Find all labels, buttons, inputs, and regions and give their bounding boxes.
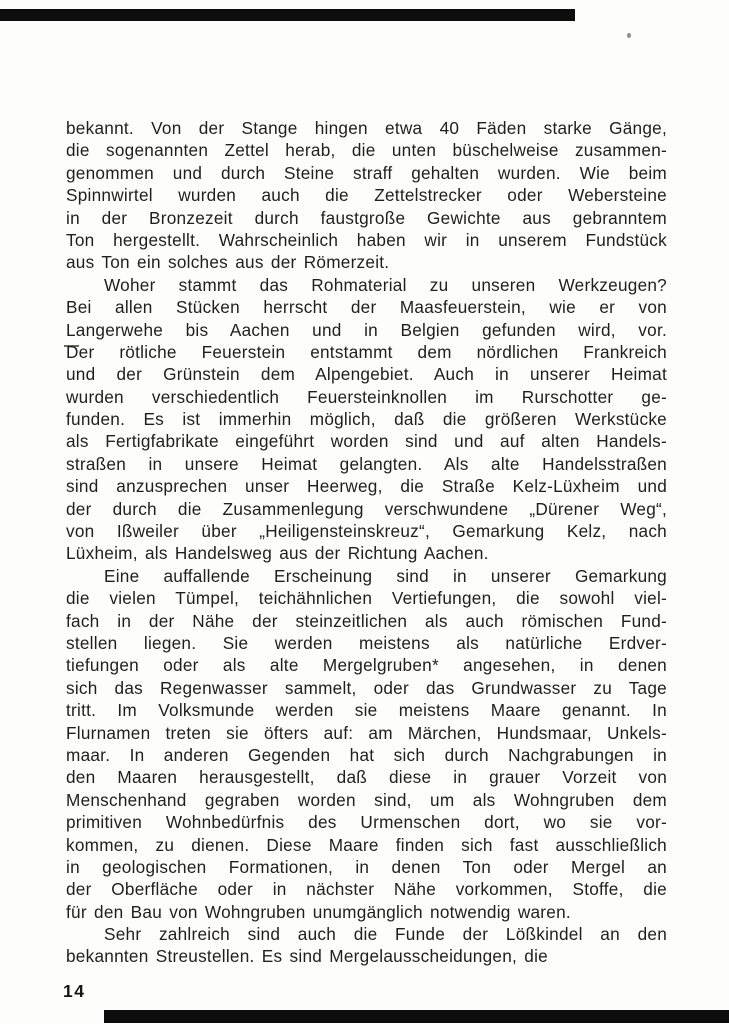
scan-speck: [627, 33, 631, 38]
text-line: fach in der Nähe der steinzeitlichen als auch römischen Fund-: [66, 610, 667, 631]
text-line: in der Bronzezeit durch faustgroße Gewichte aus gebranntem: [66, 207, 667, 228]
text-line: und der Grünstein dem Alpengebiet. Auch in unserer Heimat: [66, 364, 667, 385]
text-line: die sogenannten Zettel herab, die unten büschelweise zusammen-: [66, 140, 667, 161]
text-line: der Oberfläche oder in nächster Nähe vorkommen, Stoffe, die: [66, 879, 667, 900]
text-line: bekannten Streustellen. Es sind Mergelausscheidungen, die: [66, 946, 548, 967]
scan-artifact-bottom-bar: [104, 1010, 729, 1023]
text-line: genommen und durch Steine straff gehalten wurden. Wie beim: [66, 162, 667, 183]
text-line: tritt. Im Volksmunde werden sie meistens Maare genannt. In: [66, 700, 667, 721]
text-line: sind anzusprechen unser Heerweg, die Straße Kelz-Lüxheim und: [66, 476, 667, 497]
page-number: 14: [63, 981, 86, 1001]
text-line: sich das Regenwasser sammelt, oder das Grundwasser zu Tage: [66, 677, 667, 698]
text-line: Bei allen Stücken herrscht der Maasfeuerstein, wie er von: [66, 297, 667, 318]
text-line: Sehr zahlreich sind auch die Funde der Lößkindel an den: [104, 924, 667, 945]
text-line: kommen, zu dienen. Diese Maare finden sich fast ausschließlich: [66, 834, 667, 855]
text-line: primitiven Wohnbedürfnis des Urmenschen dort, wo sie vor-: [66, 812, 667, 833]
text-line: Ton hergestellt. Wahrscheinlich haben wir in unserem Fundstück: [66, 229, 667, 250]
text-line: von Ißweiler über „Heiligensteinskreuz“, Gemarkung Kelz, nach: [66, 521, 667, 542]
text-line: Langerwehe bis Aachen und in Belgien gefunden wird, vor.: [66, 319, 667, 340]
text-line: Woher stammt das Rohmaterial zu unseren Werkzeugen?: [104, 274, 667, 295]
text-line: Flurnamen treten sie öfters auf: am Märchen, Hundsmaar, Unkels-: [66, 722, 667, 743]
text-line: tiefungen oder als alte Mergelgruben* angesehen, in denen: [66, 655, 667, 676]
text-line: in geologischen Formationen, in denen Ton oder Mergel an: [66, 856, 667, 877]
text-line: aus Ton ein solches aus der Römerzeit.: [66, 252, 390, 273]
scan-artifact-top-bar: [0, 9, 575, 21]
text-line: die vielen Tümpel, teichähnlichen Vertiefungen, die sowohl viel-: [66, 588, 667, 609]
text-line: Eine auffallende Erscheinung sind in unserer Gemarkung: [104, 565, 667, 586]
text-line: maar. In anderen Gegenden hat sich durch Nachgrabungen in: [66, 744, 667, 765]
text-line: bekannt. Von der Stange hingen etwa 40 Fäden starke Gänge,: [66, 118, 667, 138]
text-line: als Fertigfabrikate eingeführt worden sind und auf alten Handels-: [66, 431, 667, 452]
text-line: Lüxheim, als Handelsweg aus der Richtung Aachen.: [66, 543, 489, 564]
text-line: Menschenhand gegraben worden sind, um als Wohngruben dem: [66, 789, 667, 810]
text-line: den Maaren herausgestellt, daß diese in grauer Vorzeit von: [66, 767, 667, 788]
text-line: der durch die Zusammenlegung verschwundene „Dürener Weg“,: [66, 498, 667, 519]
text-line: stellen liegen. Sie werden meistens als natürliche Erdver-: [66, 632, 667, 653]
text-line: wurden verschiedentlich Feuersteinknollen im Rurschotter ge-: [66, 386, 667, 407]
text-line: Spinnwirtel wurden auch die Zettelstrecker oder Webersteine: [66, 185, 667, 206]
body-text: [66, 117, 667, 968]
text-line: Der rötliche Feuerstein entstammt dem nördlichen Frankreich: [66, 341, 667, 362]
text-line: straßen in unsere Heimat gelangten. Als alte Handelsstraßen: [66, 453, 667, 474]
text-line: funden. Es ist immerhin möglich, daß die größeren Werkstücke: [66, 409, 667, 430]
text-line: für den Bau von Wohngruben unumgänglich notwendig waren.: [66, 901, 571, 922]
